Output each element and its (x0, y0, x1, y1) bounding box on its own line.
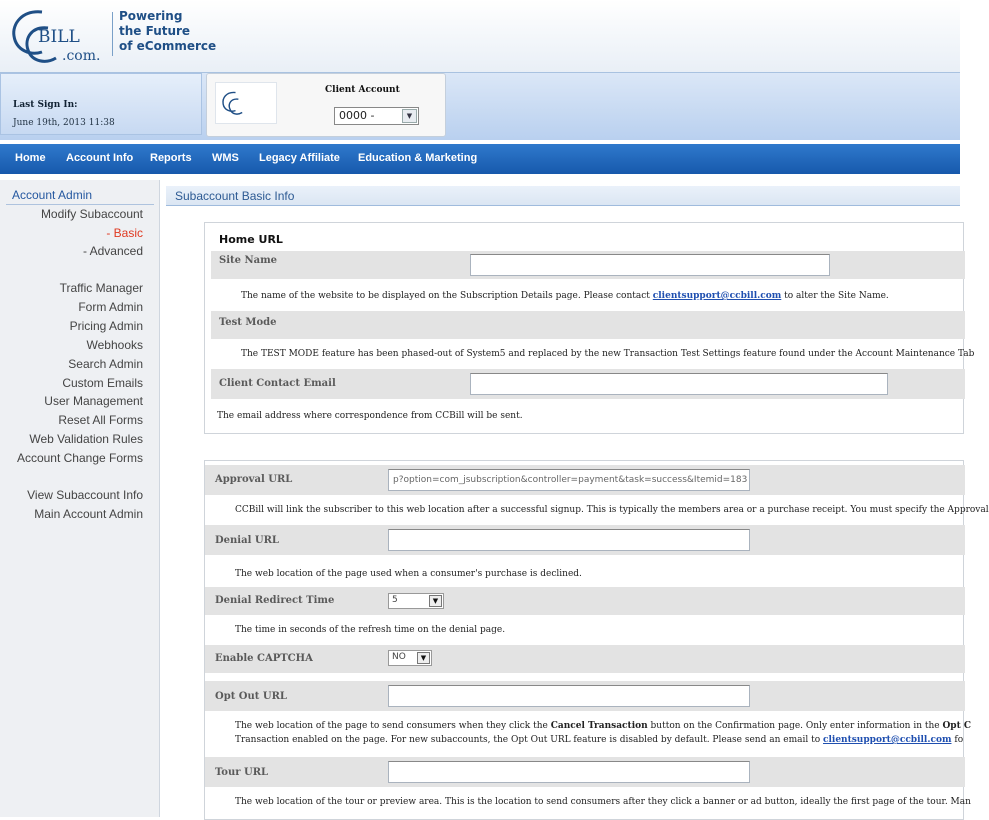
denial-redirect-label: Denial Redirect Time (215, 595, 335, 606)
optout-url-description-line2 (235, 735, 963, 745)
chevron-down-icon[interactable]: ▼ (417, 652, 430, 664)
main-nav (0, 144, 960, 174)
client-account-selected: 0000 - (339, 109, 375, 122)
sidebar-item-account-change-forms[interactable]: Account Change Forms (16, 451, 143, 465)
nav-education-marketing[interactable]: Education & Marketing (358, 152, 478, 164)
sidebar-divider (6, 204, 154, 205)
site-name-label: Site Name (219, 255, 278, 266)
client-account-title: Client Account (325, 85, 400, 95)
captcha-row (205, 645, 965, 673)
optout-desc-line2-text: Transaction enabled on the page. For new subaccounts, the Opt Out URL feature is disabled by default. Please send an email to (235, 735, 823, 745)
last-signin-label: Last Sign In: (13, 100, 78, 110)
test-mode-row (211, 311, 965, 339)
content-header (166, 186, 960, 206)
tagline-line-1: Powering (119, 9, 183, 23)
optout-desc-mid: button on the Confirmation page. Only enter information in the (647, 721, 943, 731)
account-band (0, 72, 960, 140)
logo-wordmark: BILL (38, 27, 80, 47)
nav-wms[interactable]: WMS (212, 152, 239, 164)
sidebar-item-webhooks[interactable]: Webhooks (86, 338, 143, 352)
optout-desc-text: The web location of the page to send consumers when they click the (235, 721, 551, 731)
ccbill-logo[interactable] (8, 6, 120, 68)
last-signin-value: June 19th, 2013 11:38 (13, 118, 115, 128)
home-url-title: Home URL (219, 233, 283, 246)
sidebar-header: Account Admin (12, 188, 93, 202)
tour-url-description: The web location of the tour or preview area. This is the location to send consumers after they click a banner or ad button, ideally the first page of the tour. Man (235, 797, 971, 807)
chevron-down-icon[interactable]: ▼ (429, 595, 442, 607)
test-mode-label: Test Mode (219, 317, 277, 328)
approval-url-input[interactable]: p?option=com_jsubscription&controller=payment&task=success&Itemid=183 (388, 469, 750, 491)
optout-url-input[interactable] (388, 685, 750, 707)
client-logo-thumbnail (215, 82, 277, 124)
urls-panel (204, 460, 989, 820)
clientsupport-email-link-2[interactable]: clientsupport@ccbill.com (823, 735, 952, 745)
denial-redirect-select[interactable] (388, 593, 444, 609)
tour-url-label: Tour URL (215, 767, 269, 778)
cancel-transaction-term: Cancel Transaction (550, 721, 648, 731)
site-name-desc-tail: to alter the Site Name. (781, 291, 889, 301)
optout-url-label: Opt Out URL (215, 691, 287, 702)
denial-url-input[interactable] (388, 529, 750, 551)
site-name-input[interactable] (470, 254, 830, 276)
contact-email-description: The email address where correspondence from CCBill will be sent. (217, 411, 523, 421)
opt-out-term: Opt C (942, 721, 972, 731)
sidebar-item-advanced[interactable]: - Advanced (82, 244, 143, 258)
sidebar-item-search-admin[interactable]: Search Admin (68, 357, 143, 371)
nav-legacy-affiliate[interactable]: Legacy Affiliate (259, 152, 340, 164)
contact-email-label: Client Contact Email (219, 378, 336, 389)
test-mode-description: The TEST MODE feature has been phased-out of System5 and replaced by the new Transaction Test Settings feature found under the Account Maintenance Tab (241, 349, 975, 359)
sidebar-item-main-account-admin[interactable]: Main Account Admin (34, 507, 143, 521)
sidebar-item-traffic-manager[interactable]: Traffic Manager (59, 281, 143, 295)
brand-tagline (119, 9, 216, 54)
optout-desc-line2-tail: fo (951, 735, 964, 745)
sidebar-item-reset-all-forms[interactable]: Reset All Forms (58, 413, 143, 427)
tagline-line-3: of eCommerce (119, 39, 217, 53)
last-signin-box (0, 73, 202, 135)
captcha-select[interactable] (388, 650, 432, 666)
approval-url-label: Approval URL (215, 474, 293, 485)
nav-account-info[interactable]: Account Info (66, 152, 134, 164)
denial-url-label: Denial URL (215, 535, 279, 546)
client-account-select[interactable] (334, 107, 419, 125)
contact-email-input[interactable] (470, 373, 888, 395)
nav-reports[interactable]: Reports (150, 152, 192, 164)
approval-url-description: CCBill will link the subscriber to this web location after a successful signup. This is typically the members area or a purchase receipt. You must specify the Approval (235, 505, 989, 515)
sidebar-item-modify-subaccount[interactable]: Modify Subaccount (40, 207, 143, 221)
header-logo-bar (0, 0, 960, 72)
client-account-box (206, 73, 446, 137)
chevron-down-icon[interactable]: ▼ (402, 109, 417, 123)
site-name-description (241, 291, 889, 301)
sidebar-item-user-management[interactable]: User Management (44, 394, 143, 408)
sidebar-item-web-validation-rules[interactable]: Web Validation Rules (29, 432, 143, 446)
site-name-desc-text: The name of the website to be displayed on the Subscription Details page. Please contact (241, 291, 653, 301)
captcha-value: NO (392, 652, 406, 662)
tagline-line-2: the Future (119, 24, 191, 38)
nav-home[interactable]: Home (15, 152, 46, 164)
clientsupport-email-link[interactable]: clientsupport@ccbill.com (652, 291, 782, 301)
logo-divider (112, 12, 113, 56)
denial-url-description: The web location of the page used when a consumer's purchase is declined. (235, 569, 582, 579)
sidebar (0, 180, 160, 817)
optout-url-description-line1 (235, 721, 971, 731)
captcha-label: Enable CAPTCHA (215, 653, 313, 664)
sidebar-item-custom-emails[interactable]: Custom Emails (62, 376, 143, 390)
sidebar-item-view-subaccount-info[interactable]: View Subaccount Info (27, 488, 143, 502)
tour-url-input[interactable] (388, 761, 750, 783)
denial-redirect-value: 5 (392, 595, 398, 605)
logo-dotcom: .com. (62, 48, 101, 64)
sidebar-item-basic[interactable]: - Basic (106, 226, 143, 240)
sidebar-item-pricing-admin[interactable]: Pricing Admin (69, 319, 143, 333)
sidebar-item-form-admin[interactable]: Form Admin (78, 300, 143, 314)
page-title: Subaccount Basic Info (175, 189, 295, 203)
home-url-panel (204, 222, 975, 434)
denial-redirect-description: The time in seconds of the refresh time on the denial page. (235, 625, 506, 635)
